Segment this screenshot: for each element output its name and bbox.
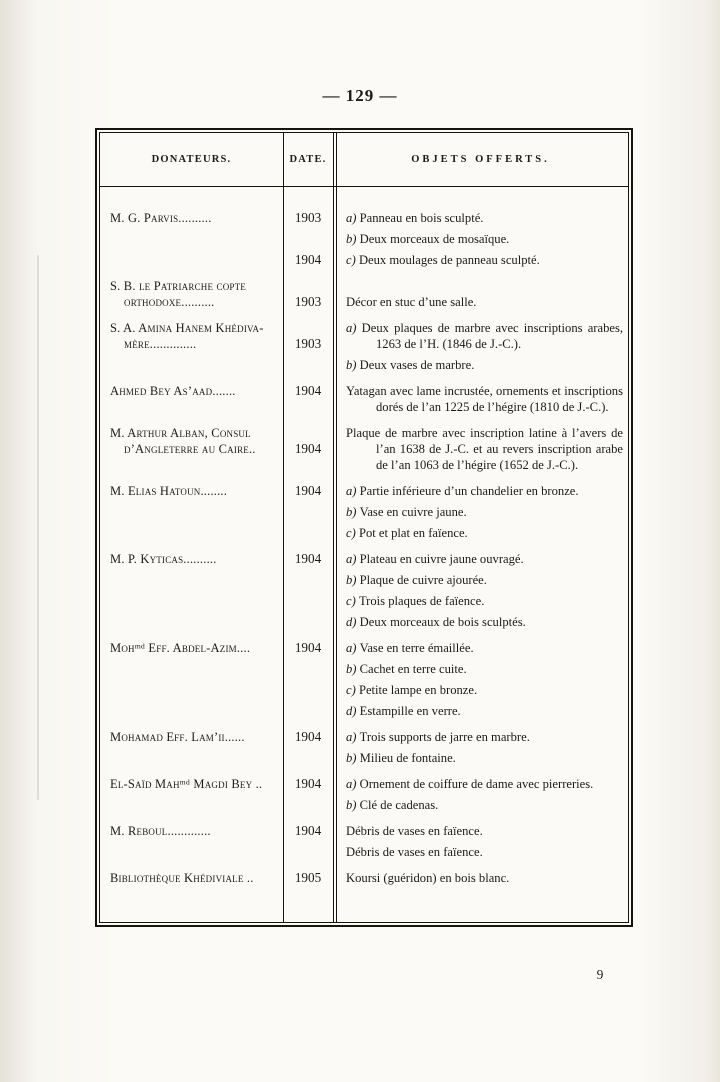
date-cell: 1904	[294, 441, 322, 456]
table-row	[100, 823, 628, 860]
date-group	[283, 729, 628, 766]
donor-cell	[100, 640, 283, 719]
object-item: b) Deux morceaux de mosaïque.	[346, 232, 510, 246]
table-row	[100, 278, 628, 310]
donor-name: Ahmed Bey As’aad.......	[110, 384, 236, 398]
object-item: c) Petite lampe en bronze.	[346, 683, 478, 697]
date-cell: 1904	[294, 776, 322, 791]
objects-cell	[333, 729, 628, 766]
donor-cell	[100, 320, 283, 373]
item-letter: b)	[346, 505, 360, 519]
date-group	[283, 425, 628, 473]
column-header-date: DATE.	[289, 154, 327, 165]
date-cell: 1904	[294, 551, 322, 566]
date-cell: 1904	[294, 252, 322, 267]
item-letter: c)	[346, 683, 359, 697]
date-group	[283, 483, 628, 541]
row-groups	[283, 640, 628, 719]
donor-name: Mohᵐᵈ Eff. Abdel-Azim....	[110, 641, 251, 655]
table-row	[100, 870, 628, 886]
object-item: a) Vase en terre émaillée.	[346, 641, 474, 655]
item-letter: d)	[346, 704, 360, 718]
object-item: a) Ornement de coiffure de dame avec pierreries.	[346, 777, 594, 791]
donor-cell	[100, 551, 283, 630]
donor-name: S. A. Amina Hanem Khédiva-	[110, 321, 264, 335]
date-group	[283, 776, 628, 813]
objects-cell	[333, 551, 628, 630]
item-letter: a)	[346, 777, 360, 791]
objects-cell	[333, 210, 628, 247]
donor-cell	[100, 776, 283, 813]
item-letter: b)	[346, 232, 360, 246]
objects-cell	[333, 425, 628, 473]
date-cell: 1904	[294, 729, 322, 744]
item-letter: a)	[346, 211, 360, 225]
date-cell: 1904	[294, 640, 322, 655]
donor-name: d’Angleterre au Caire..	[124, 442, 256, 456]
date-group	[283, 252, 628, 268]
donor-cell	[100, 729, 283, 766]
objects-cell	[333, 483, 628, 541]
objects-cell	[333, 252, 628, 268]
object-item: d) Estampille en verre.	[346, 704, 461, 718]
donor-name: M. Elias Hatoun........	[110, 484, 228, 498]
date-cell: 1904	[294, 383, 322, 398]
donor-cell	[100, 425, 283, 473]
object-item: Débris de vases en faïence.	[346, 824, 483, 838]
object-item: a) Deux plaques de marbre avec inscriptions arabes, 1263 de l’H. (1846 de J.-C.).	[346, 321, 623, 351]
item-letter: b)	[346, 573, 360, 587]
item-letter: b)	[346, 358, 360, 372]
signature-number: 9	[596, 967, 604, 982]
row-groups	[283, 823, 628, 860]
objects-cell	[333, 640, 628, 719]
row-groups	[283, 320, 628, 373]
table-row	[100, 483, 628, 541]
object-item: b) Vase en cuivre jaune.	[346, 505, 467, 519]
donor-name: M. G. Parvis..........	[110, 211, 212, 225]
object-item: b) Milieu de fontaine.	[346, 751, 456, 765]
date-cell: 1903	[294, 210, 322, 225]
date-cell: 1904	[294, 823, 322, 838]
row-groups	[283, 776, 628, 813]
item-letter: c)	[346, 253, 359, 267]
object-item: Débris de vases en faïence.	[346, 845, 483, 859]
row-groups	[283, 551, 628, 630]
page-number: — 129 —	[322, 86, 398, 105]
object-item: a) Partie inférieure d’un chandelier en bronze.	[346, 484, 579, 498]
donor-cell	[100, 383, 283, 415]
date-cell: 1903	[294, 294, 322, 309]
date-group	[283, 278, 628, 310]
donor-cell	[100, 870, 283, 886]
item-letter: b)	[346, 798, 360, 812]
donor-cell	[100, 823, 283, 860]
item-letter: a)	[346, 730, 360, 744]
donor-name: Bibliothèque Khédiviale ..	[110, 871, 254, 885]
donor-name: M. P. Kyticas..........	[110, 552, 217, 566]
item-letter: b)	[346, 662, 360, 676]
object-item: a) Plateau en cuivre jaune ouvragé.	[346, 552, 524, 566]
item-letter: a)	[346, 552, 360, 566]
column-divider-date-objects-inner	[336, 133, 337, 922]
table-row	[100, 729, 628, 766]
donor-name: M. Arthur Alban, Consul	[110, 426, 251, 440]
item-letter: a)	[346, 484, 360, 498]
donor-name: El-Saïd Mahᵐᵈ Magdi Bey ..	[110, 777, 263, 791]
item-letter: b)	[346, 751, 360, 765]
donations-table	[99, 132, 629, 923]
objects-cell	[333, 870, 628, 886]
object-item: c) Deux moulages de panneau sculpté.	[346, 253, 540, 267]
item-letter: c)	[346, 594, 359, 608]
objects-cell	[333, 823, 628, 860]
objects-cell	[333, 383, 628, 415]
column-divider-donors-date	[283, 133, 284, 922]
object-item: Koursi (guéridon) en bois blanc.	[346, 871, 510, 885]
column-header-donateurs: DONATEURS.	[151, 154, 232, 165]
object-item: b) Clé de cadenas.	[346, 798, 439, 812]
donor-name: orthodoxe..........	[124, 295, 215, 309]
object-item: b) Deux vases de marbre.	[346, 358, 475, 372]
object-item: Yatagan avec lame incrustée, ornements et inscriptions dorés de l’an 1225 de l’hégire (1810 de J.-C.).	[346, 384, 623, 414]
donor-name: M. Reboul.............	[110, 824, 211, 838]
donations-table-frame	[95, 128, 633, 927]
object-item: a) Trois supports de jarre en marbre.	[346, 730, 530, 744]
donor-name: mère..............	[124, 337, 197, 351]
table-row	[100, 776, 628, 813]
row-groups	[283, 483, 628, 541]
date-group	[283, 210, 628, 247]
item-letter: a)	[346, 641, 360, 655]
donor-cell	[100, 210, 283, 268]
column-divider-date-objects-outer	[333, 133, 334, 922]
object-item: Décor en stuc d’une salle.	[346, 295, 477, 309]
object-item: b) Cachet en terre cuite.	[346, 662, 467, 676]
donor-name: S. B. le Patriarche copte	[110, 279, 246, 293]
table-header-row	[100, 133, 628, 186]
row-groups	[283, 870, 628, 886]
donor-name: Mohamad Eff. Lam’ii......	[110, 730, 245, 744]
object-item: d) Deux morceaux de bois sculptés.	[346, 615, 526, 629]
row-groups	[283, 729, 628, 766]
table-row	[100, 640, 628, 719]
date-group	[283, 823, 628, 860]
object-item: c) Trois plaques de faïence.	[346, 594, 485, 608]
date-group	[283, 320, 628, 373]
date-cell: 1905	[294, 870, 322, 885]
row-groups	[283, 278, 628, 310]
table-body	[100, 186, 628, 886]
table-row	[100, 210, 628, 268]
object-item: Plaque de marbre avec inscription latine à l’avers de l’an 1638 de J.-C. et au revers inscription arabe de l’an 1063 de l’hégire (1652 de J.-C.).	[346, 426, 623, 472]
scan-edge-artifact	[37, 255, 39, 800]
header-rule	[100, 186, 628, 187]
item-letter: d)	[346, 615, 360, 629]
date-group	[283, 640, 628, 719]
donor-cell	[100, 483, 283, 541]
table-row	[100, 383, 628, 415]
item-letter: c)	[346, 526, 359, 540]
table-row	[100, 320, 628, 373]
table-row	[100, 425, 628, 473]
row-groups	[283, 425, 628, 473]
object-item: a) Panneau en bois sculpté.	[346, 211, 484, 225]
date-group	[283, 551, 628, 630]
donor-cell	[100, 278, 283, 310]
table-row	[100, 551, 628, 630]
object-item: b) Plaque de cuivre ajourée.	[346, 573, 487, 587]
date-group	[283, 383, 628, 415]
object-item: c) Pot et plat en faïence.	[346, 526, 468, 540]
objects-cell	[333, 320, 628, 373]
date-cell: 1904	[294, 483, 322, 498]
objects-cell	[333, 776, 628, 813]
column-header-objets-offerts: OBJETS OFFERTS.	[411, 154, 550, 165]
date-cell: 1903	[294, 336, 322, 351]
date-group	[283, 870, 628, 886]
row-groups	[283, 210, 628, 268]
objects-cell	[333, 278, 628, 310]
row-groups	[283, 383, 628, 415]
item-letter: a)	[346, 321, 362, 335]
